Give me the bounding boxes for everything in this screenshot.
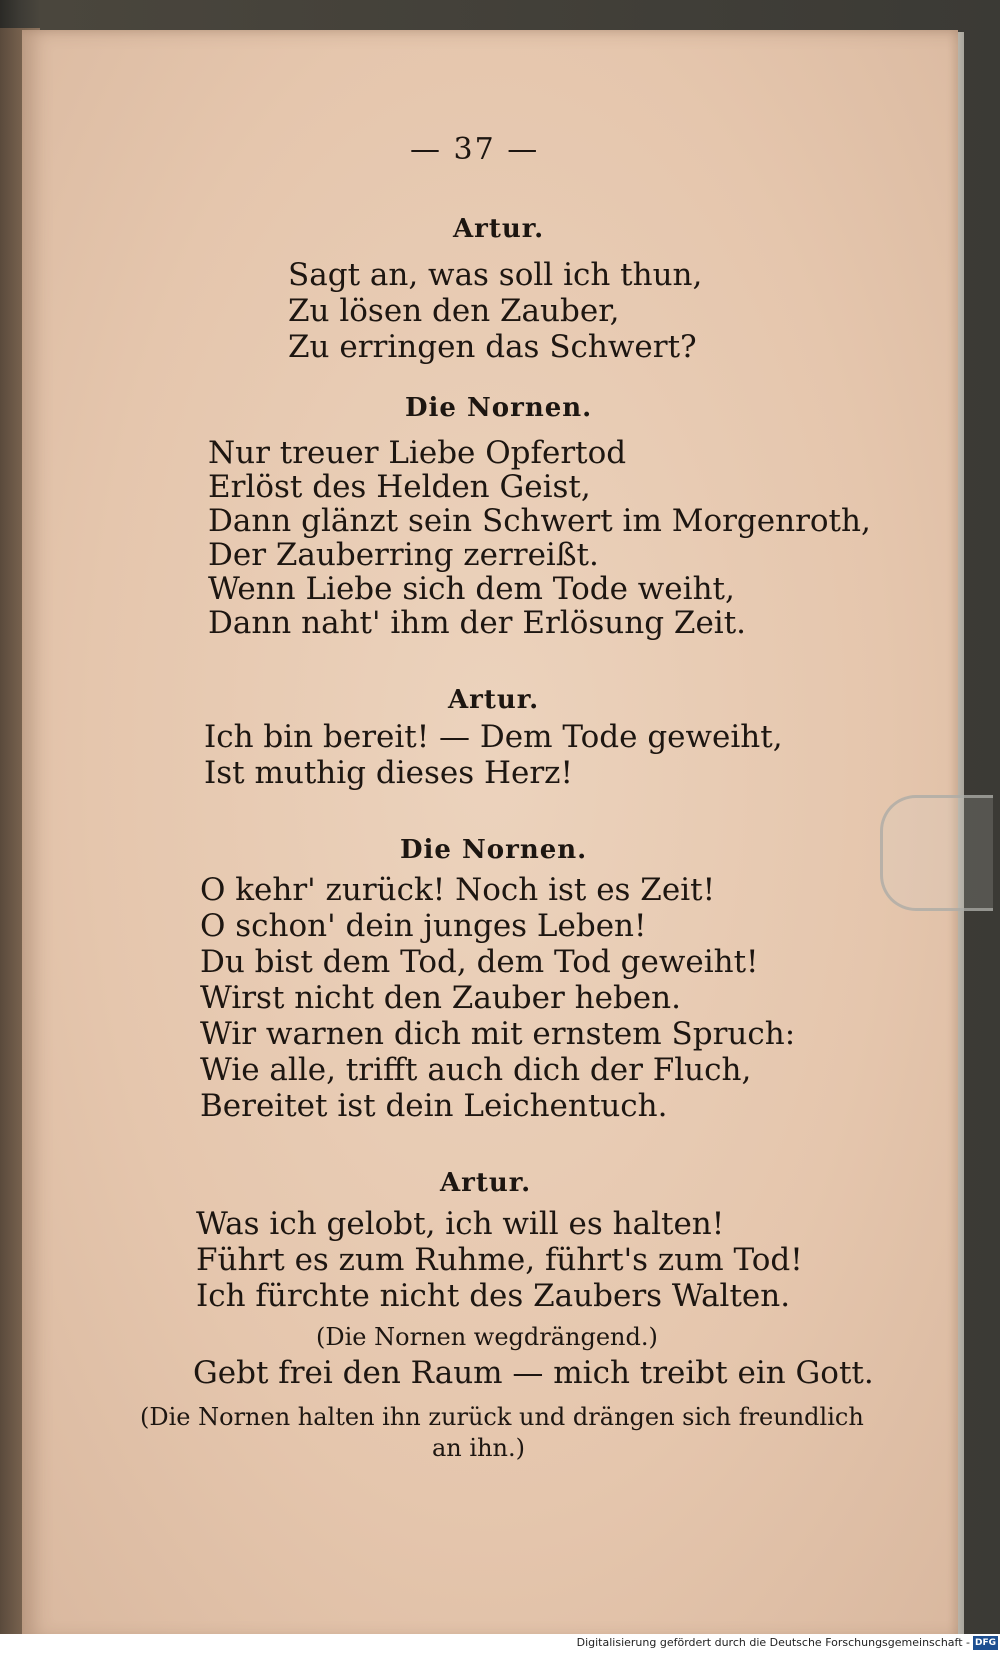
verse-line: Wirst nicht den Zauber heben. — [200, 980, 681, 1016]
verse-line: Ich bin bereit! — Dem Tode geweiht, — [204, 719, 783, 755]
verse-line: Wir warnen dich mit ernstem Spruch: — [200, 1016, 796, 1052]
stage-direction: (Die Nornen halten ihn zurück und drängen sich freundlich — [140, 1403, 864, 1431]
verse-line: Zu erringen das Schwert? — [288, 329, 697, 365]
verse-line: Gebt frei den Raum — mich treibt ein Gott. — [193, 1355, 874, 1391]
verse-line: Sagt an, was soll ich thun, — [288, 257, 703, 293]
verse-line: O schon' dein junges Leben! — [200, 908, 647, 944]
verse-line: Ist muthig dieses Herz! — [204, 755, 573, 791]
verse-line: Wie alle, trifft auch dich der Fluch, — [200, 1052, 752, 1088]
speaker-heading: Artur. — [448, 685, 540, 715]
speaker-heading: Die Nornen. — [400, 835, 588, 865]
verse-line: Wenn Liebe sich dem Tode weiht, — [208, 571, 735, 607]
verse-line: O kehr' zurück! Noch ist es Zeit! — [200, 872, 716, 908]
verse-line: Was ich gelobt, ich will es halten! — [196, 1206, 725, 1242]
verse-line: Führt es zum Ruhme, führt's zum Tod! — [196, 1242, 803, 1278]
page-number: — 37 — — [410, 132, 540, 167]
verse-line: Bereitet ist dein Leichentuch. — [200, 1088, 668, 1124]
dfg-logo: DFG — [974, 1638, 996, 1648]
speaker-heading: Artur. — [440, 1168, 532, 1198]
speaker-heading: Artur. — [453, 214, 545, 244]
funding-notice: Digitalisierung gefördert durch die Deutsche Forschungsgemeinschaft - — [576, 1636, 970, 1649]
verse-line: Erlöst des Helden Geist, — [208, 469, 591, 505]
verse-line: Nur treuer Liebe Opfertod — [208, 435, 627, 471]
verse-line: Du bist dem Tod, dem Tod geweiht! — [200, 944, 759, 980]
speaker-heading: Die Nornen. — [405, 393, 593, 423]
verse-line: Der Zauberring zerreißt. — [208, 537, 599, 573]
page-clip — [880, 795, 993, 911]
stage-direction: (Die Nornen wegdrängend.) — [316, 1323, 658, 1351]
verse-line: Ich fürchte nicht des Zaubers Walten. — [196, 1278, 791, 1314]
stage-direction: an ihn.) — [432, 1434, 525, 1462]
verse-line: Dann glänzt sein Schwert im Morgenroth, — [208, 503, 871, 539]
verse-line: Dann naht' ihm der Erlösung Zeit. — [208, 605, 747, 641]
verse-line: Zu lösen den Zauber, — [288, 293, 620, 329]
